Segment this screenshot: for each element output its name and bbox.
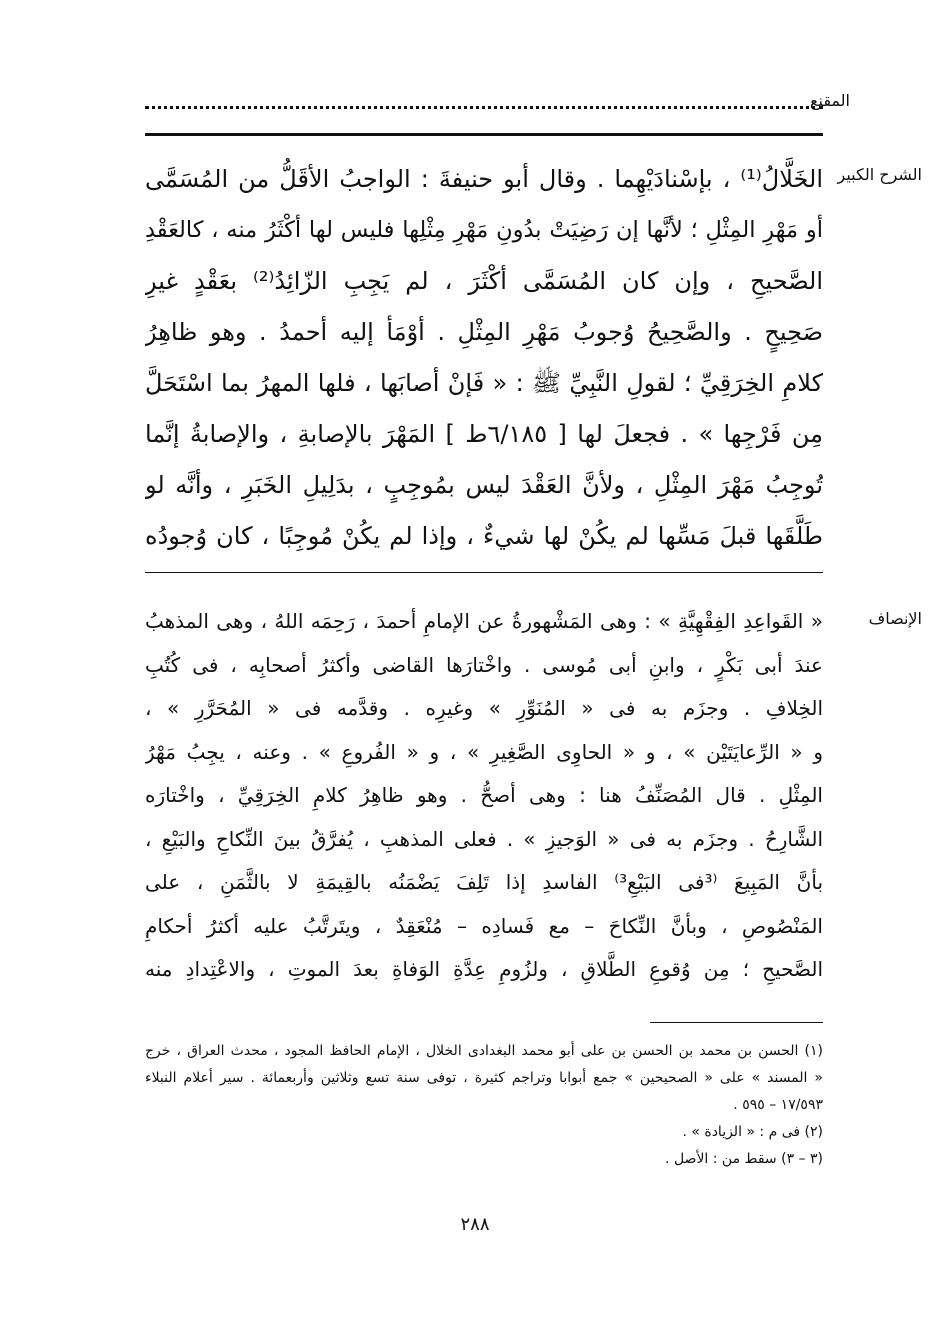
- text-line: أو مَهْرِ المِثْلِ ؛ لأنَّها إن رَضِيَتْ بدُونِ مَهْرِ مِثْلِها فليس لها أكْثَرُ منه ، كالعَقْدِ: [145, 217, 823, 243]
- footnote-2: (٢) فى م : « الزيادة » .: [682, 1124, 823, 1140]
- text-line: كلامِ الخِرَقِيِّ ؛ لقولِ النَّبِيِّ ﷺ : « فَإنْ أصابَها ، فلها المهرُ بما اسْتَحَلَّ: [145, 369, 823, 397]
- text-line: المِثْلِ . قال المُصَنِّفُ هنا : وهى أصحُّ . وهو ظاهِرُ كلامِ الخِرَقِيِّ ، واخْتارَه: [145, 783, 823, 807]
- section-label-sharh: الشرح الكبير: [837, 165, 922, 184]
- section-label-insaf: الإنصاف: [868, 609, 922, 628]
- text-line: الخَلَّالُ⁽¹⁾ ، بإسْنادَيْهِما . وقال أبو حنيفةَ : الواجبُ الأقَلُّ من المُسَمَّى: [145, 165, 823, 193]
- insaf-text-block: [145, 600, 823, 992]
- text-line: الخِلافِ . وجزَم به فى « المُنَوِّرِ » وغيرِه . وقدَّمه فى « المُحَرَّرِ » ،: [145, 696, 823, 720]
- footnote-1-line-1: (١) الحسن بن محمد بن الحسن بن على أبو محمد البغدادى الخلال ، الإمام الحافظ المجود ، محدث العراق ، خرج: [145, 1043, 823, 1059]
- text-line: « القَواعِدِ الفِقْهِيَّةِ » : وهى المَشْهورةُ عن الإمامِ أحمدَ ، رَحِمَه اللهُ ، وهى المذهبُ: [145, 609, 823, 633]
- text-line: و « الرِّعايَتَيْن » ، و « الحاوِى الصَّغِيرِ » ، و « الفُروعِ » . وعنه ، يجِبُ مَهْرُ: [145, 739, 823, 764]
- footnote-rule: [650, 1022, 823, 1023]
- text-line: المَنْصُوصِ ، وبأنَّ النِّكاحَ – مع فَسادِه – مُنْعَقِدٌ ، ويتَرتَّبُ عليه أكثرُ أحكامِ: [145, 913, 823, 938]
- header-rule: [145, 133, 823, 136]
- text-line: الصَّحيحِ ، وإن كان المُسَمَّى أكْثَرَ ، لم يَجِبِ الزّائِدُ⁽²⁾ بعَقْدٍ غيرِ: [145, 267, 823, 295]
- footnote-1-line-3: ١٧/٥٩٣ – ٥٩٥ .: [733, 1097, 823, 1113]
- text-line: بأنَّ المَبِيعَ ⁽³فى البَيْعِ³⁾ الفاسدِ إذا تَلِفَ يَضْمَنُه بالقِيمَةِ لا بالثَّمَنِ ، على: [145, 870, 823, 894]
- text-line: الشَّارِحُ . وجزَم به فى « الوَجيزِ » . فعلى المذهبِ ، يُفرَّقُ بينَ النِّكاحِ والبَيْعِ ،: [145, 826, 823, 851]
- text-line: الصَّحيحِ ؛ مِن وُقوعِ الطَّلاقِ ، ولزُومِ عِدَّةِ الوَفاةِ بعدَ الموتِ ، والاعْتِدادِ منه: [145, 957, 823, 981]
- footnotes: [145, 1038, 823, 1173]
- text-line: مِن فَرْجِها » . فجعلَ لها [ ٦/١٨٥ط ] المَهْرَ بالإصابةِ ، والإصابةُ إنَّما: [145, 420, 823, 448]
- page-number: ٢٨٨: [460, 1214, 490, 1235]
- text-line: طَلَّقَها قبلَ مَسِّها لم يكُنْ لها شيءٌ ، وإذا لم يكُنْ مُوجِبًا ، كان وُجودُه: [145, 522, 823, 550]
- text-line: صَحِيحٍ . والصَّحِيحُ وُجوبُ مَهْرِ المِثْلِ . أوْمَأ إليه أحمدُ . وهو ظاهِرُ: [145, 318, 823, 346]
- header-dotted-leader: [145, 106, 823, 109]
- text-line: عندَ أبى بَكْرٍ ، وابنِ أبى مُوسى . واخْتارَها القاضى وأكثرُ أصحابِه ، فى كُتُبِ: [145, 652, 823, 677]
- footnote-1-line-2: « المسند » على « الصحيحين » جمع أبوابا وتراجم كثيرة ، توفى سنة تسع وثلاثين وأربعمائة . سير أعلام النبلاء: [145, 1070, 823, 1086]
- section-divider: [145, 572, 823, 573]
- text-line: تُوجِبُ مَهْرَ المِثْلِ ، ولأنَّ العَقْدَ ليس بمُوجِبٍ ، بدَلِيلِ الخَبَرِ ، وأنَّه لو: [145, 471, 823, 499]
- footnote-3: (٣ – ٣) سقط من : الأصل .: [665, 1151, 823, 1167]
- sharh-text-block: [145, 154, 823, 562]
- running-header-title: المقنع: [809, 91, 850, 110]
